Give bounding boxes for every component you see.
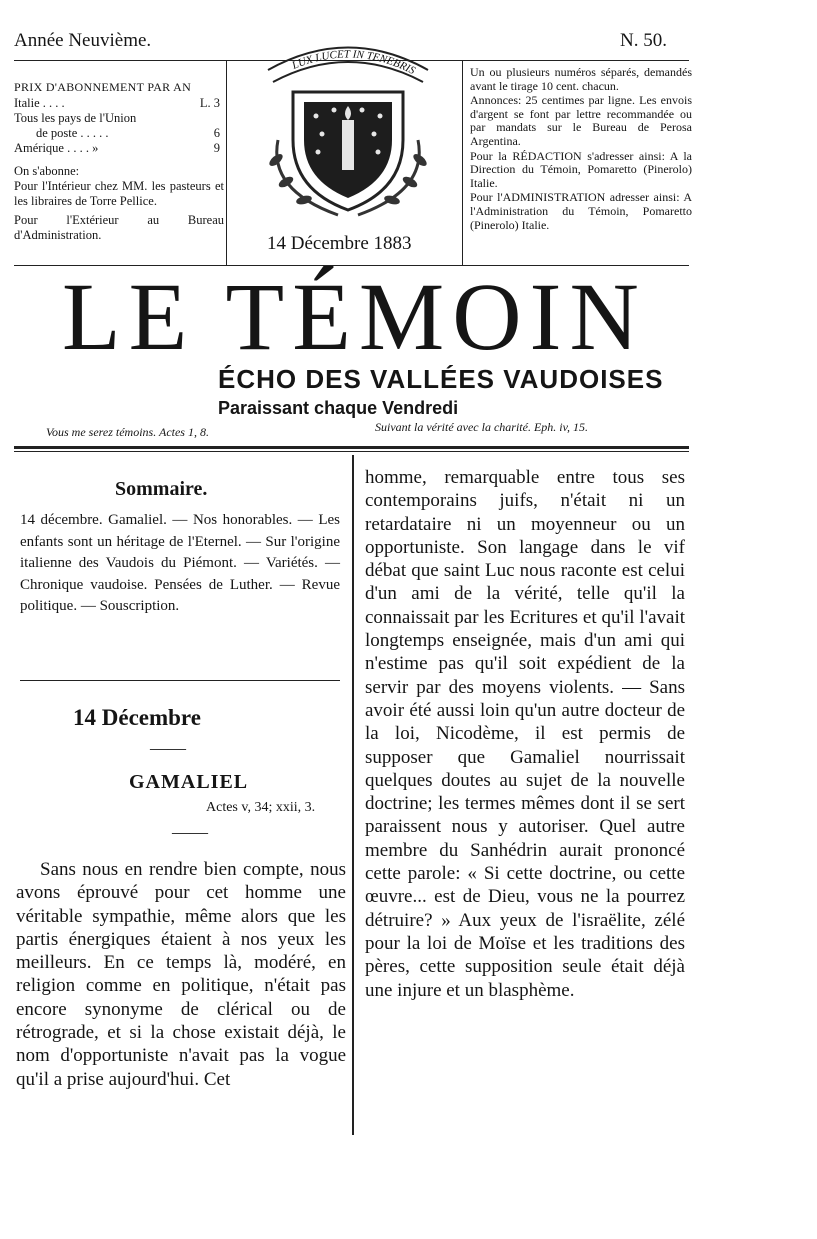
info-administration: Pour l'ADMINISTRATION adresser ainsi: A l'Administration du Témoin, Pomaretto (Pinerolo) Italie. <box>470 190 692 232</box>
price-row: Italie . . . . L. 3 <box>14 96 220 110</box>
issue-number: N. 50. <box>620 30 667 51</box>
info-annonces: Annonces: 25 centimes par ligne. Les envois d'argent se font par lettre recommandée ou par mandats sur le Bureau de Perosa Argentina. <box>470 93 692 148</box>
date-heading: 14 Décembre <box>73 705 201 730</box>
subscription-heading: PRIX D'ABONNEMENT PAR AN <box>14 80 192 94</box>
seal-emblem <box>238 30 458 230</box>
year-label: Année Neuvième. <box>14 30 152 51</box>
sommaire-text: 14 décembre. Gamaliel. — Nos honorables. — Les enfants sont un héritage de l'Eternel. — Sur l'origine italienne des Vaudois du Piémont. — Variétés. — Chronique vaudoise. Pensées de Luther. — Revue politique. — Souscription. <box>20 512 340 614</box>
header-left-divider <box>226 60 227 266</box>
interieur-text: Pour l'Intérieur chez MM. les pasteurs et les libraires de Torre Pellice. <box>14 179 224 208</box>
title-rule-thin <box>14 451 689 452</box>
info-copies: Un ou plusieurs numéros séparés, demandés avant le tirage 10 cent. chacun. <box>470 65 692 93</box>
abonne-heading: On s'abonne: <box>14 164 80 178</box>
sommaire-rule <box>20 680 340 681</box>
title-rule <box>14 446 689 449</box>
column-divider <box>352 455 354 1135</box>
price-row: de poste . . . . . 6 <box>36 126 220 140</box>
price-row: Amérique . . . . » 9 <box>14 141 220 155</box>
info-redaction: Pour la RÉDACTION s'adresser ainsi: A la Direction du Témoin, Pomaretto (Pinerolo) Italie. <box>470 148 692 190</box>
motto-left: Vous me serez témoins. Actes 1, 8. <box>46 425 209 439</box>
reference-dash: —— <box>172 822 208 842</box>
article-column-right: homme, remarquable entre tous ses contemporains juifs, n'était ni un retardataire ni un moyenneur ou un opportuniste. Son langage dans le vif débat que saint Luc nous raconte est celui d'un ami de la vérité, telle qu'il la connaissait par les Ecritures et qu'il l'avait longtemps enseignée, mais d'un ami qui n'estime pas qu'il soit expédient de la servir par des moyens violents. — Sans avoir été aussi loin qu'un autre docteur de la loi, Nicodème, il est permis de supposer que Gamaliel nourrissait quelques doutes au sujet de la nouvelle doctrine; les termes mêmes dont il se sert paraissent nous y autoriser. Quel autre membre du Sanhédrin aurait prononcé cette parole: « Si cette doctrine, ou cette œuvre... est de Dieu, vous ne la pourrez détruire? » Aux yeux de l'israëlite, zélé pour la loi de Moïse et les traditions des pères, cette supposition seule était déjà une injure et un blasphème. <box>365 467 685 1001</box>
motto-right: Suivant la vérité avec la charité. Eph. iv, 15. <box>375 420 589 434</box>
article-title: GAMALIEL <box>129 771 249 793</box>
price-row: Tous les pays de l'Union <box>14 111 137 125</box>
header-right-divider <box>462 60 463 266</box>
issue-date: 14 Décembre 1883 <box>267 233 412 254</box>
exterieur-text: Pour l'Extérieur au Bureau d'Administration. <box>14 213 224 242</box>
frequency-line: Paraissant chaque Vendredi <box>218 398 459 418</box>
subscription-table <box>14 96 224 243</box>
sommaire-title: Sommaire. <box>115 478 208 500</box>
newspaper-title: LE TÉMOIN <box>62 263 647 370</box>
article-reference: Actes v, 34; xxii, 3. <box>206 800 316 815</box>
seal-motto: LUX LUCET IN TENEBRIS <box>290 48 418 78</box>
heading-dash: —— <box>150 738 186 758</box>
article-column-left: Sans nous en rendre bien compte, nous avons éprouvé pour cet homme une véritable sympathie, même alors que les partis énergiques étaient à nos yeux les meilleurs. En ce temps là, modéré, en religion comme en politique, n'était pas encore synonyme de clérical ou de rétrograde, et si la chose existait déjà, le nom d'opportuniste n'avait pas la vogue qu'il a prise aujourd'hui. Cet <box>16 859 346 1090</box>
info-box <box>470 66 692 233</box>
newspaper-subtitle: ÉCHO DES VALLÉES VAUDOISES <box>218 364 664 394</box>
